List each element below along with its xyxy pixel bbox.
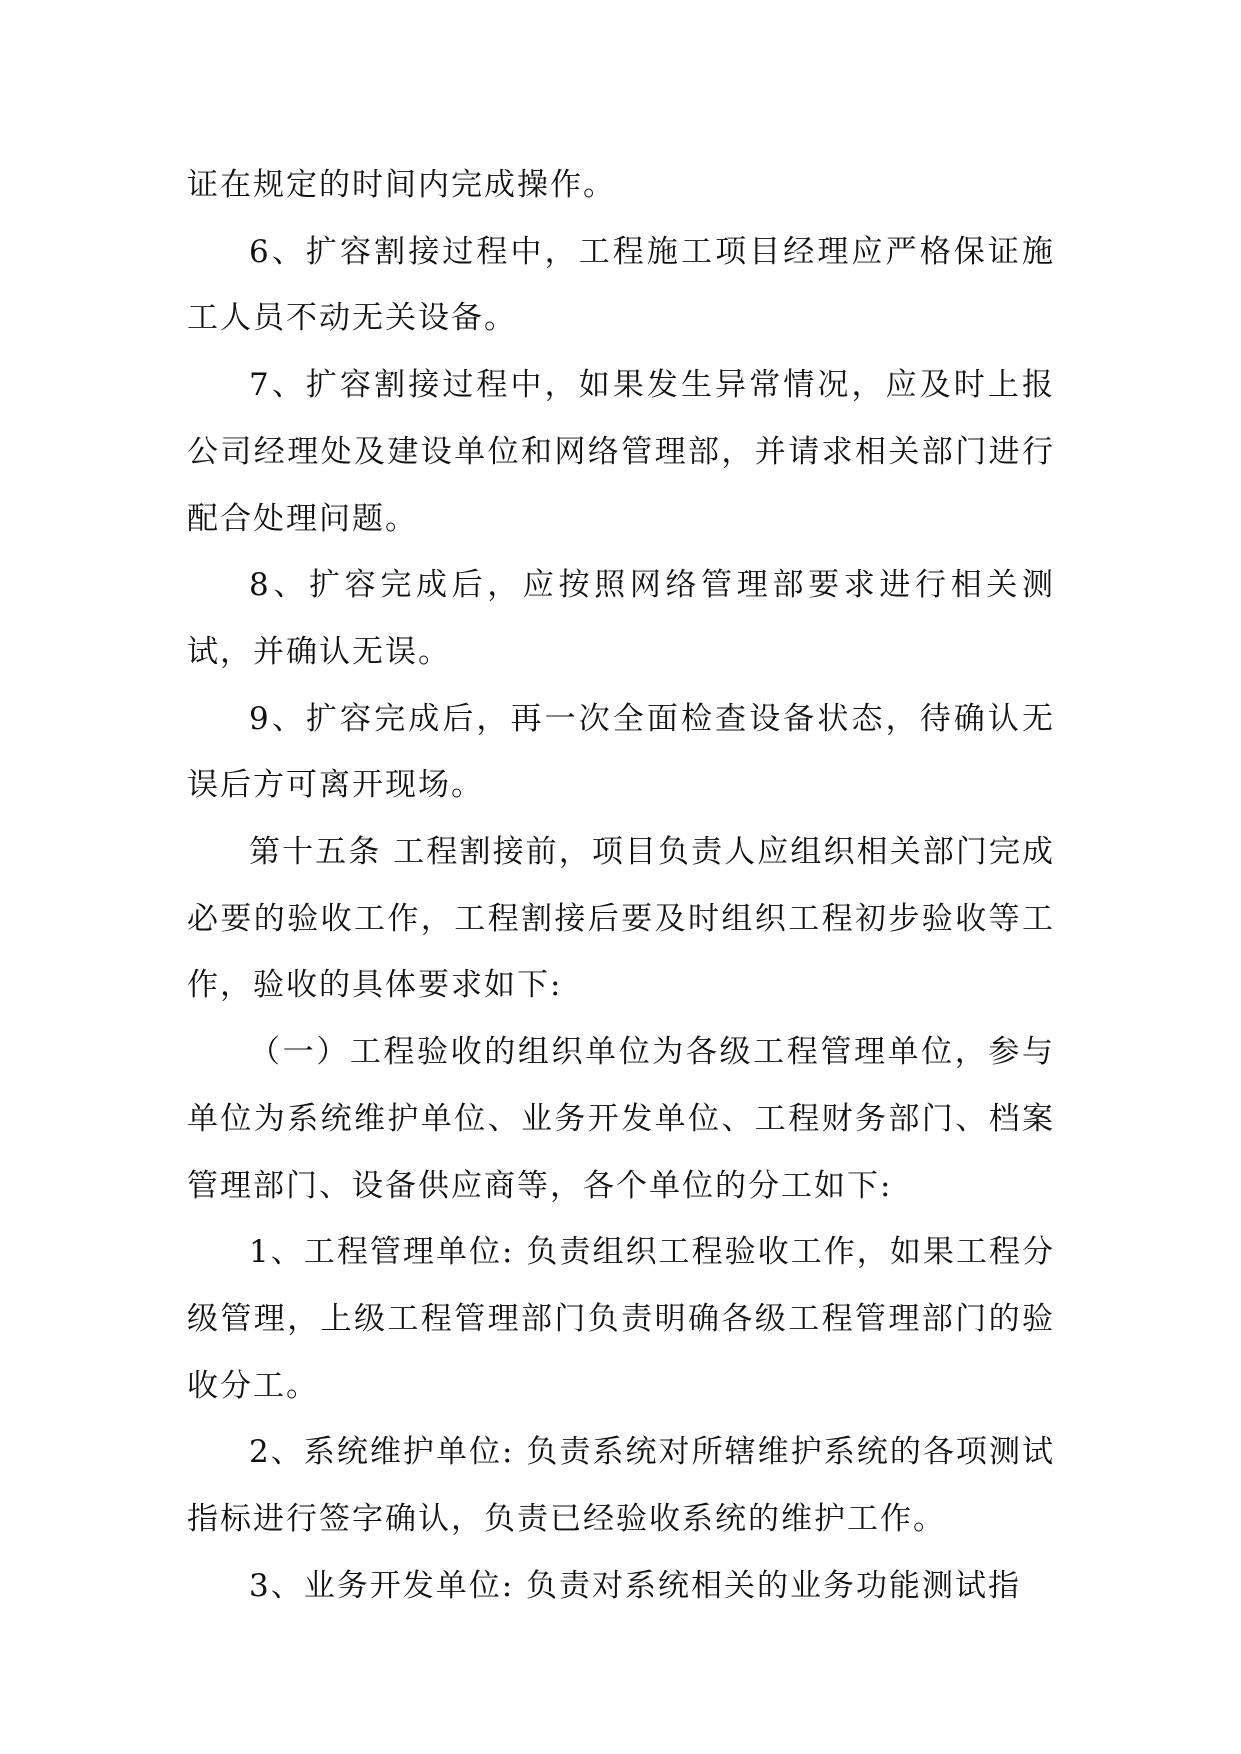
paragraph-item-7: 7、扩容割接过程中，如果发生异常情况，应及时上报公司经理处及建设单位和网络管理部，并请求相关部门进行配合处理问题。: [187, 367, 1055, 537]
paragraph-item-6: 6、扩容割接过程中，工程施工项目经理应严格保证施工人员不动无关设备。: [187, 233, 1055, 337]
paragraph-duty-1: 1、工程管理单位: 负责组织工程验收工作，如果工程分级管理，上级工程管理部门负责明确各级工程管理部门的验收分工。: [187, 1234, 1055, 1404]
paragraph-1: 证在规定的时间内完成操作。: [187, 167, 616, 203]
paragraph-item-8: 8、扩容完成后，应按照网络管理部要求进行相关测试，并确认无误。: [187, 567, 1055, 670]
paragraph-section-1: （一）工程验收的组织单位为各级工程管理单位，参与单位为系统维护单位、业务开发单位、工程财务部门、档案管理部门、设备供应商等，各个单位的分工如下:: [187, 1034, 1055, 1204]
paragraph-article-15: 第十五条 工程割接前，项目负责人应组织相关部门完成必要的验收工作，工程割接后要及时组织工程初步验收等工作，验收的具体要求如下:: [187, 834, 1055, 1004]
paragraph-duty-3: 3、业务开发单位: 负责对系统相关的业务功能测试指: [249, 1567, 1022, 1604]
paragraph-duty-2: 2、系统维护单位: 负责系统对所辖维护系统的各项测试指标进行签字确认，负责已经验收系统的维护工作。: [187, 1434, 1055, 1538]
paragraph-item-9: 9、扩容完成后，再一次全面检查设备状态，待确认无误后方可离开现场。: [187, 700, 1055, 804]
document-body: [187, 152, 1055, 1619]
